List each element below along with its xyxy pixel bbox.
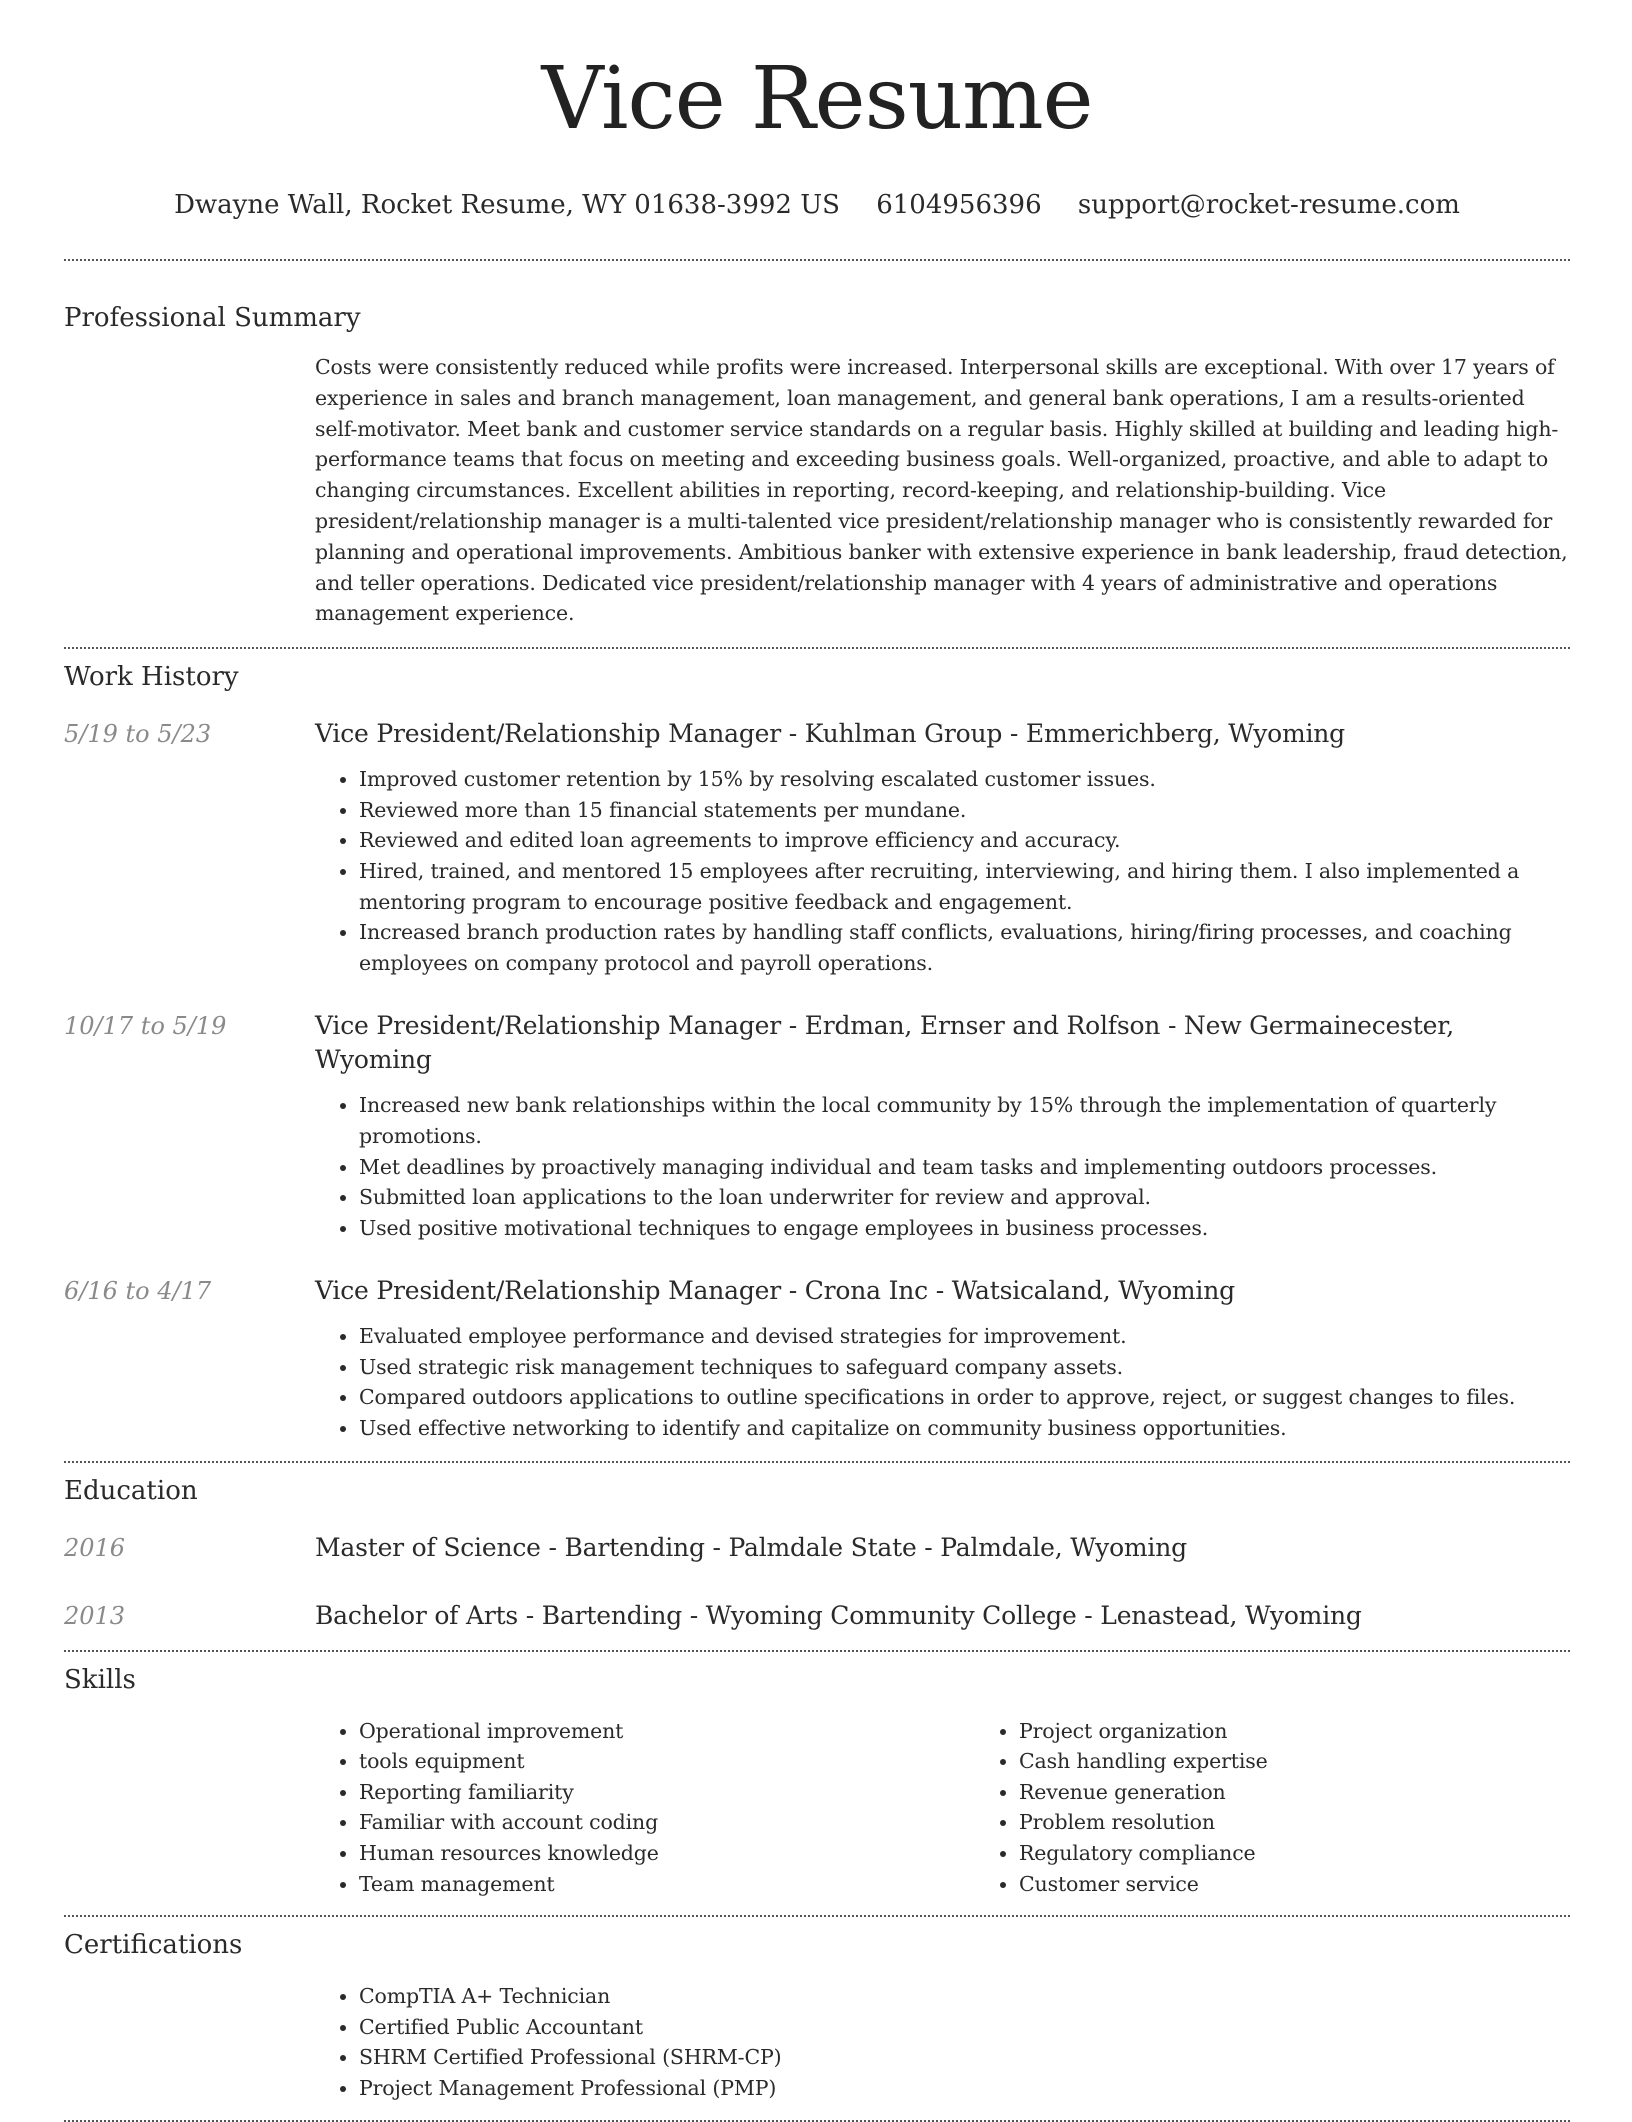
job-dates: 5/19 to 5/23 (64, 720, 212, 749)
list-item: • Customer service (1019, 1869, 1632, 1900)
list-item: • Familiar with account coding (359, 1807, 975, 1838)
skills-list-left (315, 1716, 975, 1900)
list-item: • SHRM Certified Professional (SHRM-CP) (359, 2042, 1570, 2073)
education-heading: Education (64, 1475, 198, 1506)
section-divider (64, 1461, 1570, 1463)
list-item: • Used positive motivational techniques to engage employees in business processes. (359, 1213, 1570, 1244)
list-item: • Regulatory compliance (1019, 1838, 1632, 1869)
section-divider (64, 1650, 1570, 1652)
list-item: • Problem resolution (1019, 1807, 1632, 1838)
list-item: • Project Management Professional (PMP) (359, 2073, 1570, 2104)
list-item: • Improved customer retention by 15% by resolving escalated customer issues. (359, 764, 1570, 795)
job-bullets (315, 764, 1570, 978)
contact-line (64, 188, 1570, 222)
list-item: • Hired, trained, and mentored 15 employees after recruiting, interviewing, and hiring them. I also implemented a mentoring program to encourage positive feedback and engagement. (359, 856, 1570, 917)
list-item: • Operational improvement (359, 1716, 975, 1747)
section-divider (64, 259, 1570, 261)
section-divider (64, 2120, 1570, 2122)
list-item: • Evaluated employee performance and devised strategies for improvement. (359, 1321, 1570, 1352)
list-item: • Project organization (1019, 1716, 1632, 1747)
education-title: Bachelor of Arts - Bartending - Wyoming Community College - Lenastead, Wyoming (315, 1600, 1362, 1630)
job-entry (64, 1274, 1570, 1443)
work-history-heading: Work History (64, 662, 239, 693)
job-bullets (315, 1090, 1570, 1243)
job-entry (64, 717, 1570, 978)
list-item: • Reviewed more than 15 financial statements per mundane. (359, 795, 1570, 826)
education-year: 2013 (64, 1601, 126, 1630)
certifications-list (315, 1981, 1570, 2103)
job-bullets (315, 1321, 1570, 1443)
job-title: Vice President/Relationship Manager - Crona Inc - Watsicaland, Wyoming (315, 1276, 1235, 1306)
list-item: • Compared outdoors applications to outline specifications in order to approve, reject, or suggest changes to files. (359, 1382, 1570, 1413)
list-item: • Used strategic risk management techniques to safeguard company assets. (359, 1352, 1570, 1383)
education-title: Master of Science - Bartending - Palmdale State - Palmdale, Wyoming (315, 1532, 1187, 1562)
list-item: • Met deadlines by proactively managing individual and team tasks and implementing outdoors processes. (359, 1152, 1570, 1183)
contact-email: support@rocket-resume.com (1077, 190, 1460, 220)
list-item: • Reporting familiarity (359, 1777, 975, 1808)
resume-title: Vice Resume (541, 49, 1093, 149)
job-title: Vice President/Relationship Manager - Erdman, Ernser and Rolfson - New Germainecester, Wyoming (315, 1011, 1454, 1075)
list-item: • Team management (359, 1869, 975, 1900)
list-item: • Increased new bank relationships within the local community by 15% through the implementation of quarterly promotions. (359, 1090, 1570, 1151)
summary-heading: Professional Summary (64, 303, 361, 333)
job-entry (64, 1009, 1570, 1243)
contact-phone: 6104956396 (876, 190, 1042, 220)
list-item: • Used effective networking to identify and capitalize on community business opportunities. (359, 1413, 1570, 1444)
summary-row (64, 352, 1570, 629)
list-item: • Submitted loan applications to the loan underwriter for review and approval. (359, 1182, 1570, 1213)
section-divider (64, 647, 1570, 649)
list-item: • CompTIA A+ Technician (359, 1981, 1570, 2012)
certifications-heading: Certifications (64, 1930, 243, 1961)
list-item: • Reviewed and edited loan agreements to improve efficiency and accuracy. (359, 825, 1570, 856)
job-dates: 6/16 to 4/17 (64, 1277, 212, 1306)
summary-text: Costs were consistently reduced while profits were increased. Interpersonal skills are exceptional. With over 17 years of experience in sales and branch management, loan management, and general bank operations, I am a results-oriented self-motivator. Meet bank and customer service standards on a regular basis. Highly skilled at building and leading high-performance teams that focus on meeting and exceeding business goals. Well-organized, proactive, and able to adapt to changing circumstances. Excellent abilities in reporting, record-keeping, and relationship-building. Vice president/relationship manager is a multi-talented vice president/relationship manager who is consistently rewarded for planning and operational improvements. Ambitious banker with extensive experience in bank leadership, fraud detection, and teller operations. Dedicated vice president/relationship manager with 4 years of administrative and operations management experience. (315, 355, 1568, 626)
education-entry (64, 1531, 1570, 1565)
skills-row (64, 1716, 1570, 1900)
list-item: • Certified Public Accountant (359, 2012, 1570, 2043)
resume-page (64, 0, 1570, 2122)
list-item: • Revenue generation (1019, 1777, 1632, 1808)
section-divider (64, 1915, 1570, 1917)
list-item: • Human resources knowledge (359, 1838, 975, 1869)
contact-address: Dwayne Wall, Rocket Resume, WY 01638-3992 US (174, 190, 840, 220)
certifications-row (64, 1981, 1570, 2103)
education-entry (64, 1599, 1570, 1633)
skills-heading: Skills (64, 1664, 136, 1695)
list-item: • Increased branch production rates by handling staff conflicts, evaluations, hiring/firing processes, and coaching employees on company protocol and payroll operations. (359, 917, 1570, 978)
job-dates: 10/17 to 5/19 (64, 1012, 227, 1041)
education-year: 2016 (64, 1533, 126, 1562)
list-item: • Cash handling expertise (1019, 1746, 1632, 1777)
list-item: • tools equipment (359, 1746, 975, 1777)
job-title: Vice President/Relationship Manager - Kuhlman Group - Emmerichberg, Wyoming (315, 719, 1345, 749)
skills-list-right (975, 1716, 1632, 1900)
